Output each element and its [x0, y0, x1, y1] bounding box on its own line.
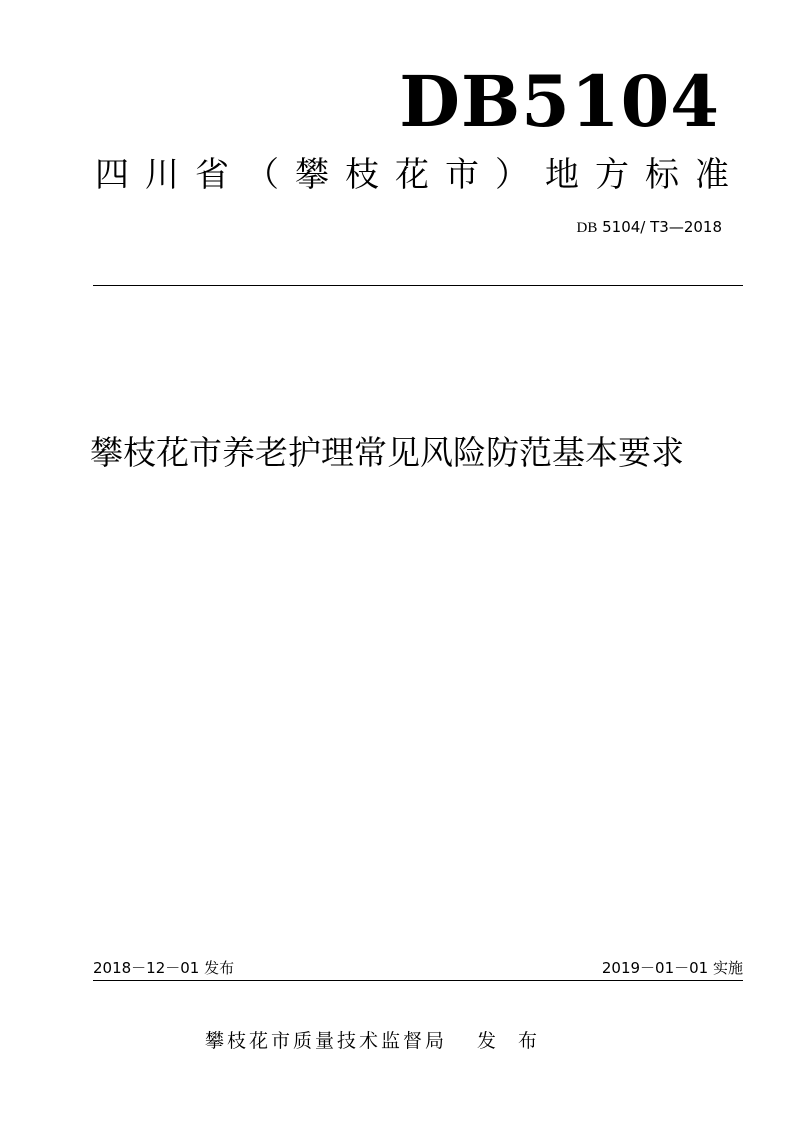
- publisher-line: [205, 1027, 545, 1055]
- document-title: 攀枝花市养老护理常见风险防范基本要求: [90, 433, 684, 472]
- standard-type-char: 标: [645, 155, 679, 195]
- standard-type-char: 枝: [345, 155, 379, 195]
- implement-date: 2019－01－01 实施: [601, 959, 743, 977]
- standard-type-char: 四: [95, 155, 129, 195]
- standard-type-char: 攀: [295, 155, 329, 195]
- standard-type-char: 省: [195, 155, 229, 195]
- standard-type: [95, 150, 729, 200]
- publish-date: 2018－12－01 发布: [93, 959, 235, 977]
- standard-type-char: 市: [445, 155, 479, 195]
- standard-number-prefix: DB: [576, 220, 598, 236]
- standard-type-char: 花: [395, 155, 429, 195]
- date-row: [93, 956, 743, 981]
- standard-type-char: 方: [595, 155, 629, 195]
- standard-type-char: 川: [145, 155, 179, 195]
- header-divider: [93, 285, 743, 286]
- standard-type-char: （: [245, 155, 279, 195]
- publish-action: 发 布: [477, 1030, 546, 1052]
- standard-type-char: ）: [495, 155, 529, 195]
- standard-type-char: 准: [695, 155, 729, 195]
- publisher-name: 攀枝花市质量技术监督局: [205, 1030, 448, 1052]
- standard-number-rest: 5104/ T3—2018: [597, 218, 722, 236]
- standard-type-char: 地: [545, 155, 579, 195]
- standard-code: DB5104: [399, 60, 720, 143]
- standard-number: [577, 216, 723, 239]
